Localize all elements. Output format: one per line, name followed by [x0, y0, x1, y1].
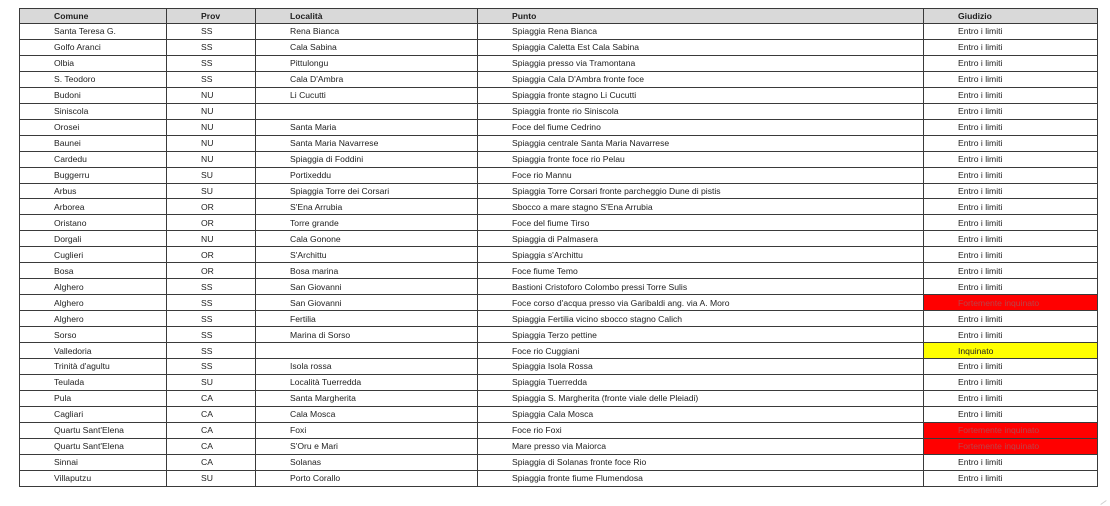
cell-comune: Villaputzu: [20, 470, 167, 486]
header-localita: Località: [256, 9, 478, 24]
cell-prov: OR: [167, 247, 256, 263]
cell-punto: Spiaggia fronte fiume Flumendosa: [478, 470, 924, 486]
cell-localita: Porto Corallo: [256, 470, 478, 486]
cell-giudizio: Entro i limiti: [924, 39, 1098, 55]
cell-prov: CA: [167, 438, 256, 454]
header-comune: Comune: [20, 9, 167, 24]
results-sheet: [19, 8, 1098, 487]
cell-localita: S'Ena Arrubia: [256, 199, 478, 215]
cell-giudizio: Entro i limiti: [924, 311, 1098, 327]
cell-punto: Spiaggia Cala D'Ambra fronte foce: [478, 71, 924, 87]
cell-comune: Alghero: [20, 311, 167, 327]
table-body: [20, 24, 1098, 487]
cell-prov: CA: [167, 422, 256, 438]
cell-comune: Buggerru: [20, 167, 167, 183]
table-row: [20, 55, 1098, 71]
cell-punto: Foce del fiume Cedrino: [478, 119, 924, 135]
cell-localita: Cala Mosca: [256, 406, 478, 422]
cell-giudizio: Entro i limiti: [924, 390, 1098, 406]
cell-localita: [256, 103, 478, 119]
cell-comune: Cardedu: [20, 151, 167, 167]
cell-prov: NU: [167, 151, 256, 167]
cell-prov: NU: [167, 135, 256, 151]
cell-localita: Spiaggia Torre dei Corsari: [256, 183, 478, 199]
cell-prov: SS: [167, 343, 256, 359]
cell-giudizio: Entro i limiti: [924, 279, 1098, 295]
cell-giudizio: Entro i limiti: [924, 263, 1098, 279]
cell-comune: Valledoria: [20, 343, 167, 359]
cell-giudizio: Entro i limiti: [924, 167, 1098, 183]
cell-giudizio: Entro i limiti: [924, 406, 1098, 422]
cell-localita: Isola rossa: [256, 359, 478, 375]
cell-giudizio: Entro i limiti: [924, 24, 1098, 40]
cell-giudizio: Fortemente inquinato: [924, 422, 1098, 438]
cell-prov: NU: [167, 231, 256, 247]
cell-giudizio: Fortemente inquinato: [924, 295, 1098, 311]
table-row: [20, 327, 1098, 343]
table-row: [20, 422, 1098, 438]
cell-localita: Bosa marina: [256, 263, 478, 279]
cell-localita: San Giovanni: [256, 295, 478, 311]
cell-localita: Spiaggia di Foddini: [256, 151, 478, 167]
cell-punto: Spiaggia centrale Santa Maria Navarrese: [478, 135, 924, 151]
cell-punto: Foce fiume Temo: [478, 263, 924, 279]
header-punto: Punto: [478, 9, 924, 24]
cell-comune: S. Teodoro: [20, 71, 167, 87]
cell-giudizio: Entro i limiti: [924, 327, 1098, 343]
cell-prov: SU: [167, 470, 256, 486]
cell-giudizio: Entro i limiti: [924, 151, 1098, 167]
cell-comune: Cuglieri: [20, 247, 167, 263]
cell-punto: Mare presso via Maiorca: [478, 438, 924, 454]
table-row: [20, 295, 1098, 311]
cell-punto: Spiaggia S. Margherita (fronte viale delle Pleiadi): [478, 390, 924, 406]
table-row: [20, 39, 1098, 55]
cell-localita: [256, 343, 478, 359]
table-row: [20, 71, 1098, 87]
cell-localita: Foxi: [256, 422, 478, 438]
cell-comune: Pula: [20, 390, 167, 406]
cell-punto: Spiaggia Caletta Est Cala Sabina: [478, 39, 924, 55]
cell-punto: Spiaggia Cala Mosca: [478, 406, 924, 422]
cell-punto: Foce del fiume Tirso: [478, 215, 924, 231]
cell-localita: Cala D'Ambra: [256, 71, 478, 87]
header-prov: Prov: [167, 9, 256, 24]
table-row: [20, 135, 1098, 151]
cell-prov: OR: [167, 263, 256, 279]
cell-localita: Li Cucutti: [256, 87, 478, 103]
cell-comune: Baunei: [20, 135, 167, 151]
cell-giudizio: Entro i limiti: [924, 135, 1098, 151]
cell-prov: SS: [167, 311, 256, 327]
cell-punto: Spiaggia di Palmasera: [478, 231, 924, 247]
cell-giudizio: Entro i limiti: [924, 215, 1098, 231]
cell-comune: Siniscola: [20, 103, 167, 119]
cell-punto: Spiaggia fronte rio Siniscola: [478, 103, 924, 119]
cell-comune: Teulada: [20, 374, 167, 390]
cell-giudizio: Entro i limiti: [924, 119, 1098, 135]
cell-comune: Budoni: [20, 87, 167, 103]
cell-localita: Cala Sabina: [256, 39, 478, 55]
cell-punto: Spiaggia presso via Tramontana: [478, 55, 924, 71]
cell-localita: Cala Gonone: [256, 231, 478, 247]
cell-prov: NU: [167, 103, 256, 119]
cell-giudizio: Entro i limiti: [924, 231, 1098, 247]
table-row: [20, 343, 1098, 359]
cell-localita: Santa Margherita: [256, 390, 478, 406]
water-quality-table: [19, 8, 1098, 487]
cell-comune: Olbia: [20, 55, 167, 71]
cell-giudizio: Entro i limiti: [924, 183, 1098, 199]
cell-giudizio: Entro i limiti: [924, 199, 1098, 215]
cell-punto: Spiaggia s'Archittu: [478, 247, 924, 263]
cell-prov: NU: [167, 119, 256, 135]
cell-comune: Golfo Aranci: [20, 39, 167, 55]
cell-comune: Arbus: [20, 183, 167, 199]
cell-punto: Spiaggia Isola Rossa: [478, 359, 924, 375]
cell-punto: Spiaggia Rena Bianca: [478, 24, 924, 40]
table-row: [20, 215, 1098, 231]
cell-comune: Dorgali: [20, 231, 167, 247]
resize-corner-mark: [1100, 500, 1106, 505]
cell-punto: Spiaggia Torre Corsari fronte parcheggio Dune di pistis: [478, 183, 924, 199]
table-row: [20, 279, 1098, 295]
cell-comune: Orosei: [20, 119, 167, 135]
cell-prov: OR: [167, 215, 256, 231]
table-row: [20, 311, 1098, 327]
cell-comune: Alghero: [20, 279, 167, 295]
cell-prov: SU: [167, 167, 256, 183]
table-row: [20, 406, 1098, 422]
cell-localita: San Giovanni: [256, 279, 478, 295]
cell-localita: Rena Bianca: [256, 24, 478, 40]
cell-localita: Pittulongu: [256, 55, 478, 71]
table-row: [20, 359, 1098, 375]
cell-localita: Portixeddu: [256, 167, 478, 183]
cell-localita: S'Oru e Mari: [256, 438, 478, 454]
table-header-row: [20, 9, 1098, 24]
table-row: [20, 119, 1098, 135]
cell-giudizio: Entro i limiti: [924, 454, 1098, 470]
cell-comune: Alghero: [20, 295, 167, 311]
cell-giudizio: Entro i limiti: [924, 247, 1098, 263]
cell-punto: Foce rio Mannu: [478, 167, 924, 183]
cell-giudizio: Entro i limiti: [924, 374, 1098, 390]
table-row: [20, 231, 1098, 247]
cell-punto: Bastioni Cristoforo Colombo pressi Torre Sulis: [478, 279, 924, 295]
cell-punto: Sbocco a mare stagno S'Ena Arrubia: [478, 199, 924, 215]
table-row: [20, 103, 1098, 119]
cell-prov: SU: [167, 374, 256, 390]
cell-localita: Solanas: [256, 454, 478, 470]
cell-punto: Foce rio Foxi: [478, 422, 924, 438]
cell-punto: Foce rio Cuggiani: [478, 343, 924, 359]
table-row: [20, 454, 1098, 470]
cell-punto: Spiaggia di Solanas fronte foce Rio: [478, 454, 924, 470]
cell-giudizio: Inquinato: [924, 343, 1098, 359]
cell-localita: Santa Maria: [256, 119, 478, 135]
cell-giudizio: Fortemente inquinato: [924, 438, 1098, 454]
cell-punto: Spiaggia fronte stagno Li Cucutti: [478, 87, 924, 103]
table-row: [20, 87, 1098, 103]
cell-prov: SS: [167, 71, 256, 87]
cell-comune: Quartu Sant'Elena: [20, 438, 167, 454]
cell-prov: NU: [167, 87, 256, 103]
cell-comune: Trinità d'agultu: [20, 359, 167, 375]
cell-giudizio: Entro i limiti: [924, 470, 1098, 486]
cell-giudizio: Entro i limiti: [924, 359, 1098, 375]
cell-punto: Spiaggia Fertilia vicino sbocco stagno Calich: [478, 311, 924, 327]
cell-comune: Bosa: [20, 263, 167, 279]
table-row: [20, 470, 1098, 486]
cell-localita: Torre grande: [256, 215, 478, 231]
cell-prov: SS: [167, 327, 256, 343]
cell-comune: Quartu Sant'Elena: [20, 422, 167, 438]
cell-localita: Santa Maria Navarrese: [256, 135, 478, 151]
cell-localita: Fertilia: [256, 311, 478, 327]
table-row: [20, 374, 1098, 390]
cell-prov: SS: [167, 24, 256, 40]
cell-localita: Località Tuerredda: [256, 374, 478, 390]
table-row: [20, 263, 1098, 279]
table-row: [20, 151, 1098, 167]
cell-localita: S'Archittu: [256, 247, 478, 263]
cell-prov: SS: [167, 55, 256, 71]
cell-localita: Marina di Sorso: [256, 327, 478, 343]
cell-prov: OR: [167, 199, 256, 215]
cell-prov: CA: [167, 390, 256, 406]
table-row: [20, 24, 1098, 40]
header-giudizio: Giudizio: [924, 9, 1098, 24]
cell-prov: SU: [167, 183, 256, 199]
cell-comune: Santa Teresa G.: [20, 24, 167, 40]
cell-comune: Sorso: [20, 327, 167, 343]
cell-prov: SS: [167, 39, 256, 55]
cell-punto: Spiaggia Tuerredda: [478, 374, 924, 390]
cell-comune: Arborea: [20, 199, 167, 215]
cell-giudizio: Entro i limiti: [924, 87, 1098, 103]
cell-giudizio: Entro i limiti: [924, 103, 1098, 119]
table-row: [20, 167, 1098, 183]
table-row: [20, 247, 1098, 263]
cell-giudizio: Entro i limiti: [924, 55, 1098, 71]
cell-prov: SS: [167, 279, 256, 295]
cell-prov: CA: [167, 406, 256, 422]
cell-prov: SS: [167, 359, 256, 375]
cell-punto: Spiaggia fronte foce rio Pelau: [478, 151, 924, 167]
table-row: [20, 390, 1098, 406]
cell-comune: Oristano: [20, 215, 167, 231]
cell-comune: Cagliari: [20, 406, 167, 422]
table-row: [20, 438, 1098, 454]
cell-prov: SS: [167, 295, 256, 311]
cell-comune: Sinnai: [20, 454, 167, 470]
cell-punto: Foce corso d'acqua presso via Garibaldi ang. via A. Moro: [478, 295, 924, 311]
cell-punto: Spiaggia Terzo pettine: [478, 327, 924, 343]
cell-prov: CA: [167, 454, 256, 470]
table-row: [20, 183, 1098, 199]
cell-giudizio: Entro i limiti: [924, 71, 1098, 87]
table-row: [20, 199, 1098, 215]
